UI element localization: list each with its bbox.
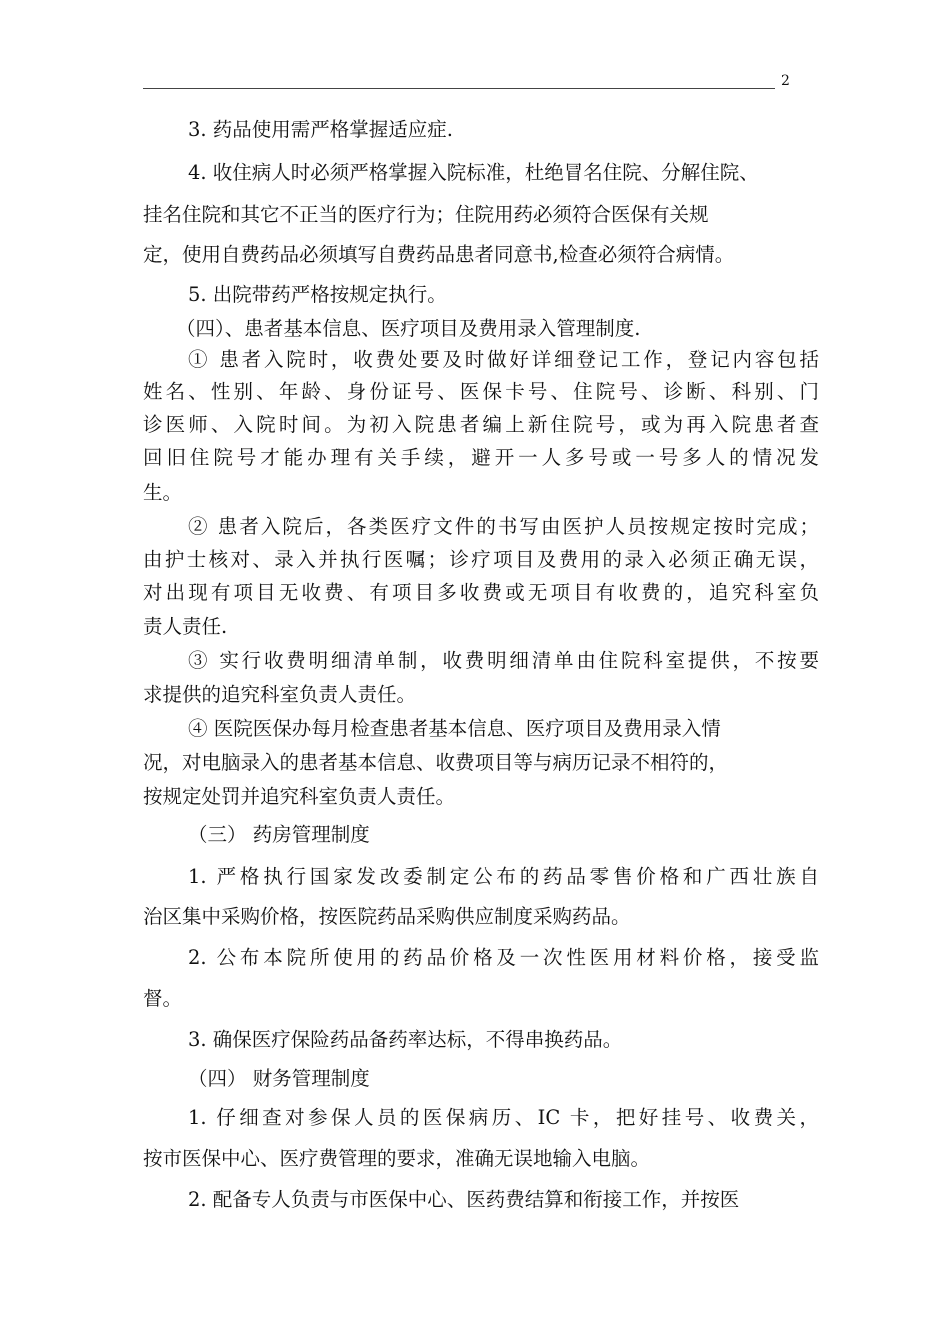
text-line: 1. 严格执行国家发改委制定公布的药品零售价格和广西壮族自 xyxy=(188,865,819,888)
text-line: 4. 收住病人时必须严格掌握入院标准，杜绝冒名住院、分解住院、 xyxy=(188,161,759,184)
text-line: 5. 出院带药严格按规定执行。 xyxy=(188,283,447,306)
text-line: 况，对电脑录入的患者基本信息、收费项目等与病历记录不相符的， xyxy=(143,751,729,774)
text-line: 按规定处罚并追究科室负责人责任。 xyxy=(143,785,456,808)
text-line: ② 患者入院后，各类医疗文件的书写由医护人员按规定按时完成； xyxy=(188,515,819,538)
text-line: 挂名住院和其它不正当的医疗行为；住院用药必须符合医保有关规 xyxy=(143,203,709,226)
text-line: 定，使用自费药品必须填写自费药品患者同意书,检查必须符合病情。 xyxy=(143,243,735,266)
text-line: 对出现有项目无收费、有项目多收费或无项目有收费的，追究科室负 xyxy=(143,581,819,604)
text-line: 3. 确保医疗保险药品备药率达标，不得串换药品。 xyxy=(188,1028,623,1051)
text-line: ④ 医院医保办每月检查患者基本信息、医疗项目及费用录入情 xyxy=(188,717,721,740)
section-heading: （四） 财务管理制度 xyxy=(188,1067,370,1090)
text-line: ③ 实行收费明细清单制，收费明细清单由住院科室提供，不按要 xyxy=(188,649,819,672)
text-line: 2. 公布本院所使用的药品价格及一次性医用材料价格，接受监 xyxy=(188,946,819,969)
text-line: 姓名、性别、年龄、身份证号、医保卡号、住院号、诊断、科别、门 xyxy=(143,380,819,403)
page-number: 2 xyxy=(781,73,790,89)
section-heading: （四）、患者基本信息、医疗项目及费用录入管理制度. xyxy=(176,317,641,340)
text-line: 2. 配备专人负责与市医保中心、医药费结算和衔接工作，并按医 xyxy=(188,1188,740,1211)
text-line: 3. 药品使用需严格掌握适应症. xyxy=(188,118,454,141)
text-line: 诊医师、入院时间。为初入院患者编上新住院号，或为再入院患者查 xyxy=(143,413,819,436)
text-line: ① 患者入院时，收费处要及时做好详细登记工作，登记内容包括 xyxy=(188,348,819,371)
header-rule xyxy=(143,88,775,89)
text-line: 督。 xyxy=(143,987,183,1010)
text-line: 1. 仔细查对参保人员的医保病历、IC 卡，把好挂号、收费关， xyxy=(188,1106,819,1129)
text-line: 责人责任. xyxy=(143,615,228,638)
text-line: 求提供的追究科室负责人责任。 xyxy=(143,683,417,706)
text-line: 生。 xyxy=(143,481,183,504)
text-line: 治区集中采购价格，按医院药品采购供应制度采购药品。 xyxy=(143,905,631,928)
text-line: 回旧住院号才能办理有关手续，避开一人多号或一号多人的情况发 xyxy=(143,446,819,469)
text-line: 按市医保中心、医疗费管理的要求，准确无误地输入电脑。 xyxy=(143,1147,651,1170)
section-heading: （三） 药房管理制度 xyxy=(188,823,370,846)
text-line: 由护士核对、录入并执行医嘱；诊疗项目及费用的录入必须正确无误， xyxy=(143,548,819,571)
